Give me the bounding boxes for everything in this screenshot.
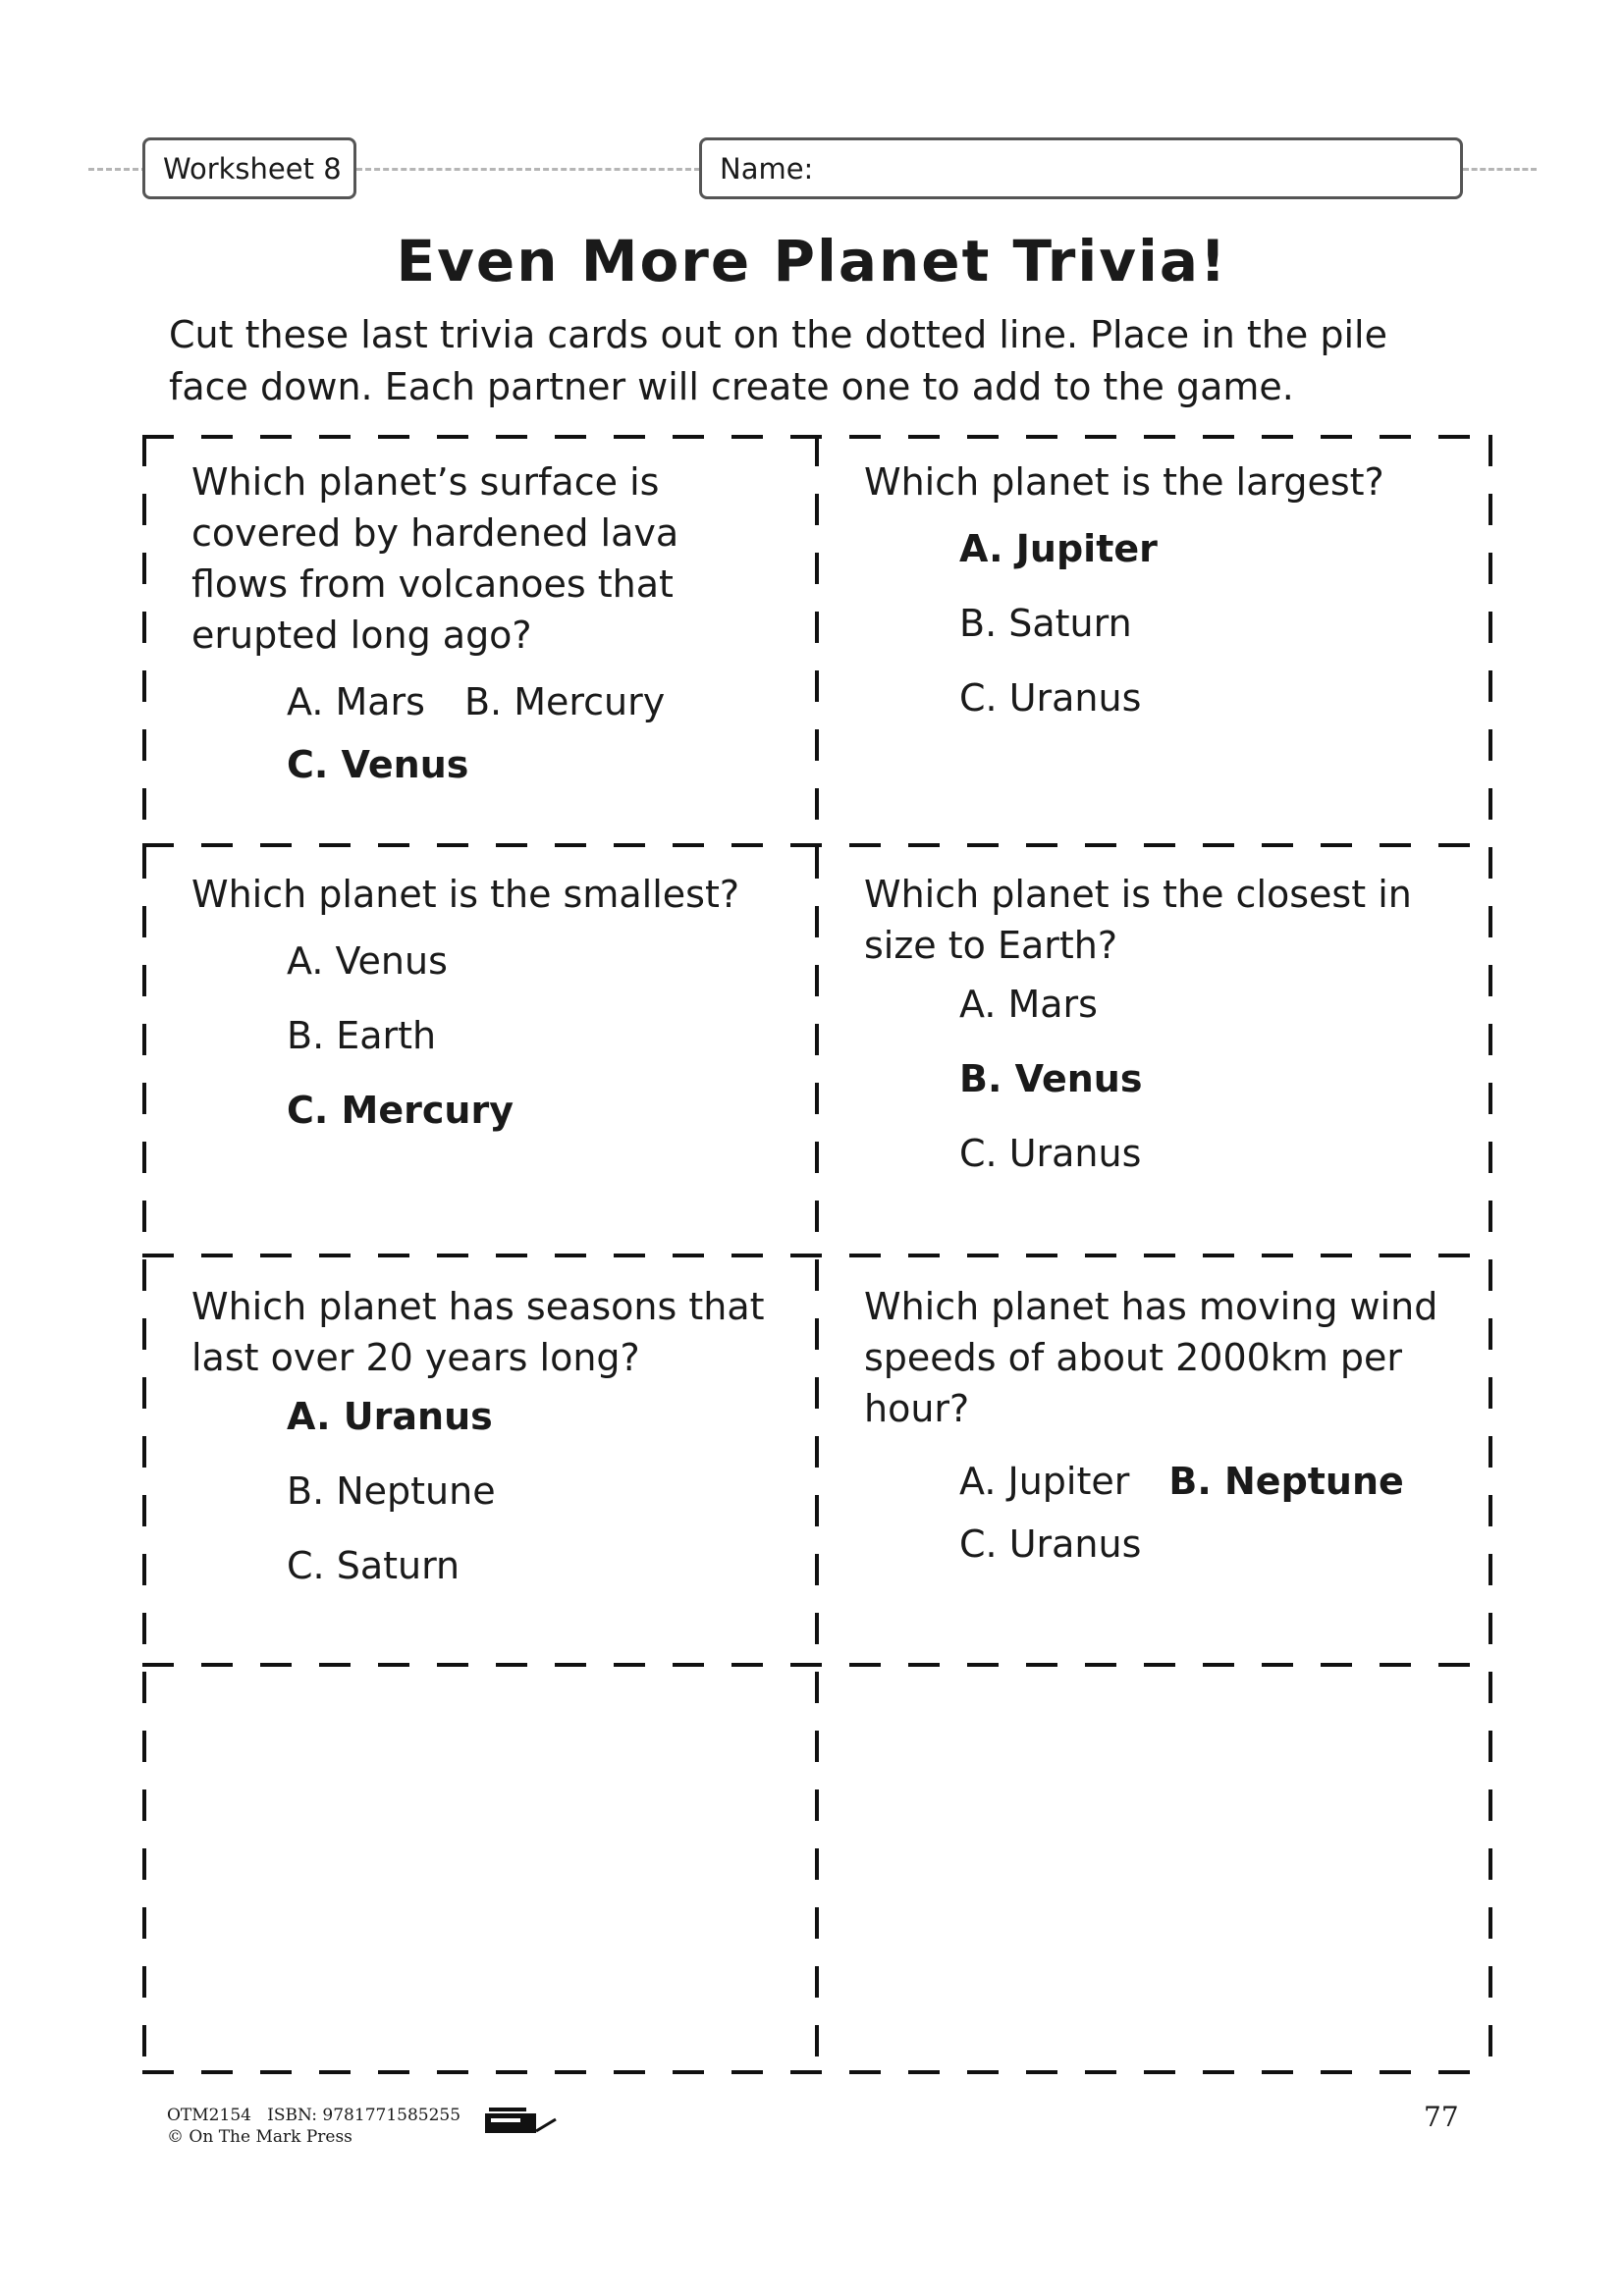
- card-options: [191, 1391, 800, 1615]
- option-c: C. Uranus: [959, 1522, 1142, 1566]
- footer-isbn: ISBN: 9781771585255: [267, 2106, 461, 2125]
- card-options: [864, 1456, 1478, 1581]
- footer-publication-info: [167, 2105, 460, 2148]
- footer-copyright: © On The Mark Press: [167, 2127, 352, 2147]
- footer-code: OTM2154: [167, 2106, 251, 2125]
- option-b: B. Saturn: [959, 602, 1132, 645]
- page-title: Even More Planet Trivia!: [396, 228, 1228, 294]
- option-a-answer: A. Jupiter: [959, 527, 1158, 570]
- header-dashed-line-left: [88, 168, 147, 171]
- instructions: Cut these last trivia cards out on the dotted line. Place in the pile face down. Each partner will create one to add to the game.: [169, 313, 1387, 408]
- page-number: 77: [1424, 2101, 1459, 2133]
- card-options: [191, 676, 781, 802]
- option-a-answer: A. Uranus: [287, 1395, 493, 1438]
- option-b: B. Earth: [287, 1014, 437, 1057]
- name-label: Name:: [720, 151, 814, 186]
- trivia-card-2: [864, 456, 1473, 747]
- header-dashed-line-right: [1463, 168, 1537, 171]
- card-options: [864, 979, 1473, 1202]
- worksheet-label: [142, 137, 356, 199]
- worksheet-label-text: Worksheet 8: [163, 151, 342, 186]
- option-a: A. Venus: [287, 939, 448, 983]
- card-question: Which planet is the largest?: [864, 460, 1384, 504]
- card-options: [864, 523, 1473, 747]
- option-c-answer: C. Venus: [287, 743, 469, 786]
- blank-card-8: [823, 1672, 1486, 2064]
- card-question: Which planet has moving wind speeds of about 2000km per hour?: [864, 1285, 1438, 1430]
- option-a: A. Mars: [287, 680, 425, 723]
- option-c-answer: C. Mercury: [287, 1089, 514, 1132]
- header-dashed-line-middle: [356, 168, 700, 171]
- option-b-answer: B. Venus: [959, 1057, 1143, 1100]
- option-a: A. Mars: [959, 983, 1098, 1026]
- card-question: Which planet is the closest in size to Earth?: [864, 873, 1412, 967]
- card-question: Which planet’s surface is covered by hardened lava flows from volcanoes that erupted long ago?: [191, 460, 679, 657]
- option-b: B. Mercury: [463, 680, 666, 723]
- blank-card-7: [150, 1672, 813, 2064]
- option-c: C. Saturn: [287, 1544, 460, 1587]
- option-a: A. Jupiter: [959, 1460, 1130, 1503]
- trivia-card-1: [191, 456, 781, 802]
- trivia-card-5: [191, 1281, 800, 1615]
- trivia-card-6: [864, 1281, 1478, 1581]
- option-b-answer: B. Neptune: [1168, 1460, 1404, 1503]
- card-question: Which planet has seasons that last over 20 years long?: [191, 1285, 765, 1379]
- trivia-card-4: [864, 869, 1473, 1202]
- trivia-card-3: [191, 869, 800, 1159]
- card-question: Which planet is the smallest?: [191, 873, 740, 916]
- publisher-logo-icon: [483, 2104, 560, 2139]
- option-c: C. Uranus: [959, 676, 1142, 720]
- name-field[interactable]: [699, 137, 1463, 199]
- trivia-card-grid: [142, 435, 1492, 2074]
- option-b: B. Neptune: [287, 1469, 496, 1513]
- card-options: [191, 935, 800, 1159]
- option-c: C. Uranus: [959, 1132, 1142, 1175]
